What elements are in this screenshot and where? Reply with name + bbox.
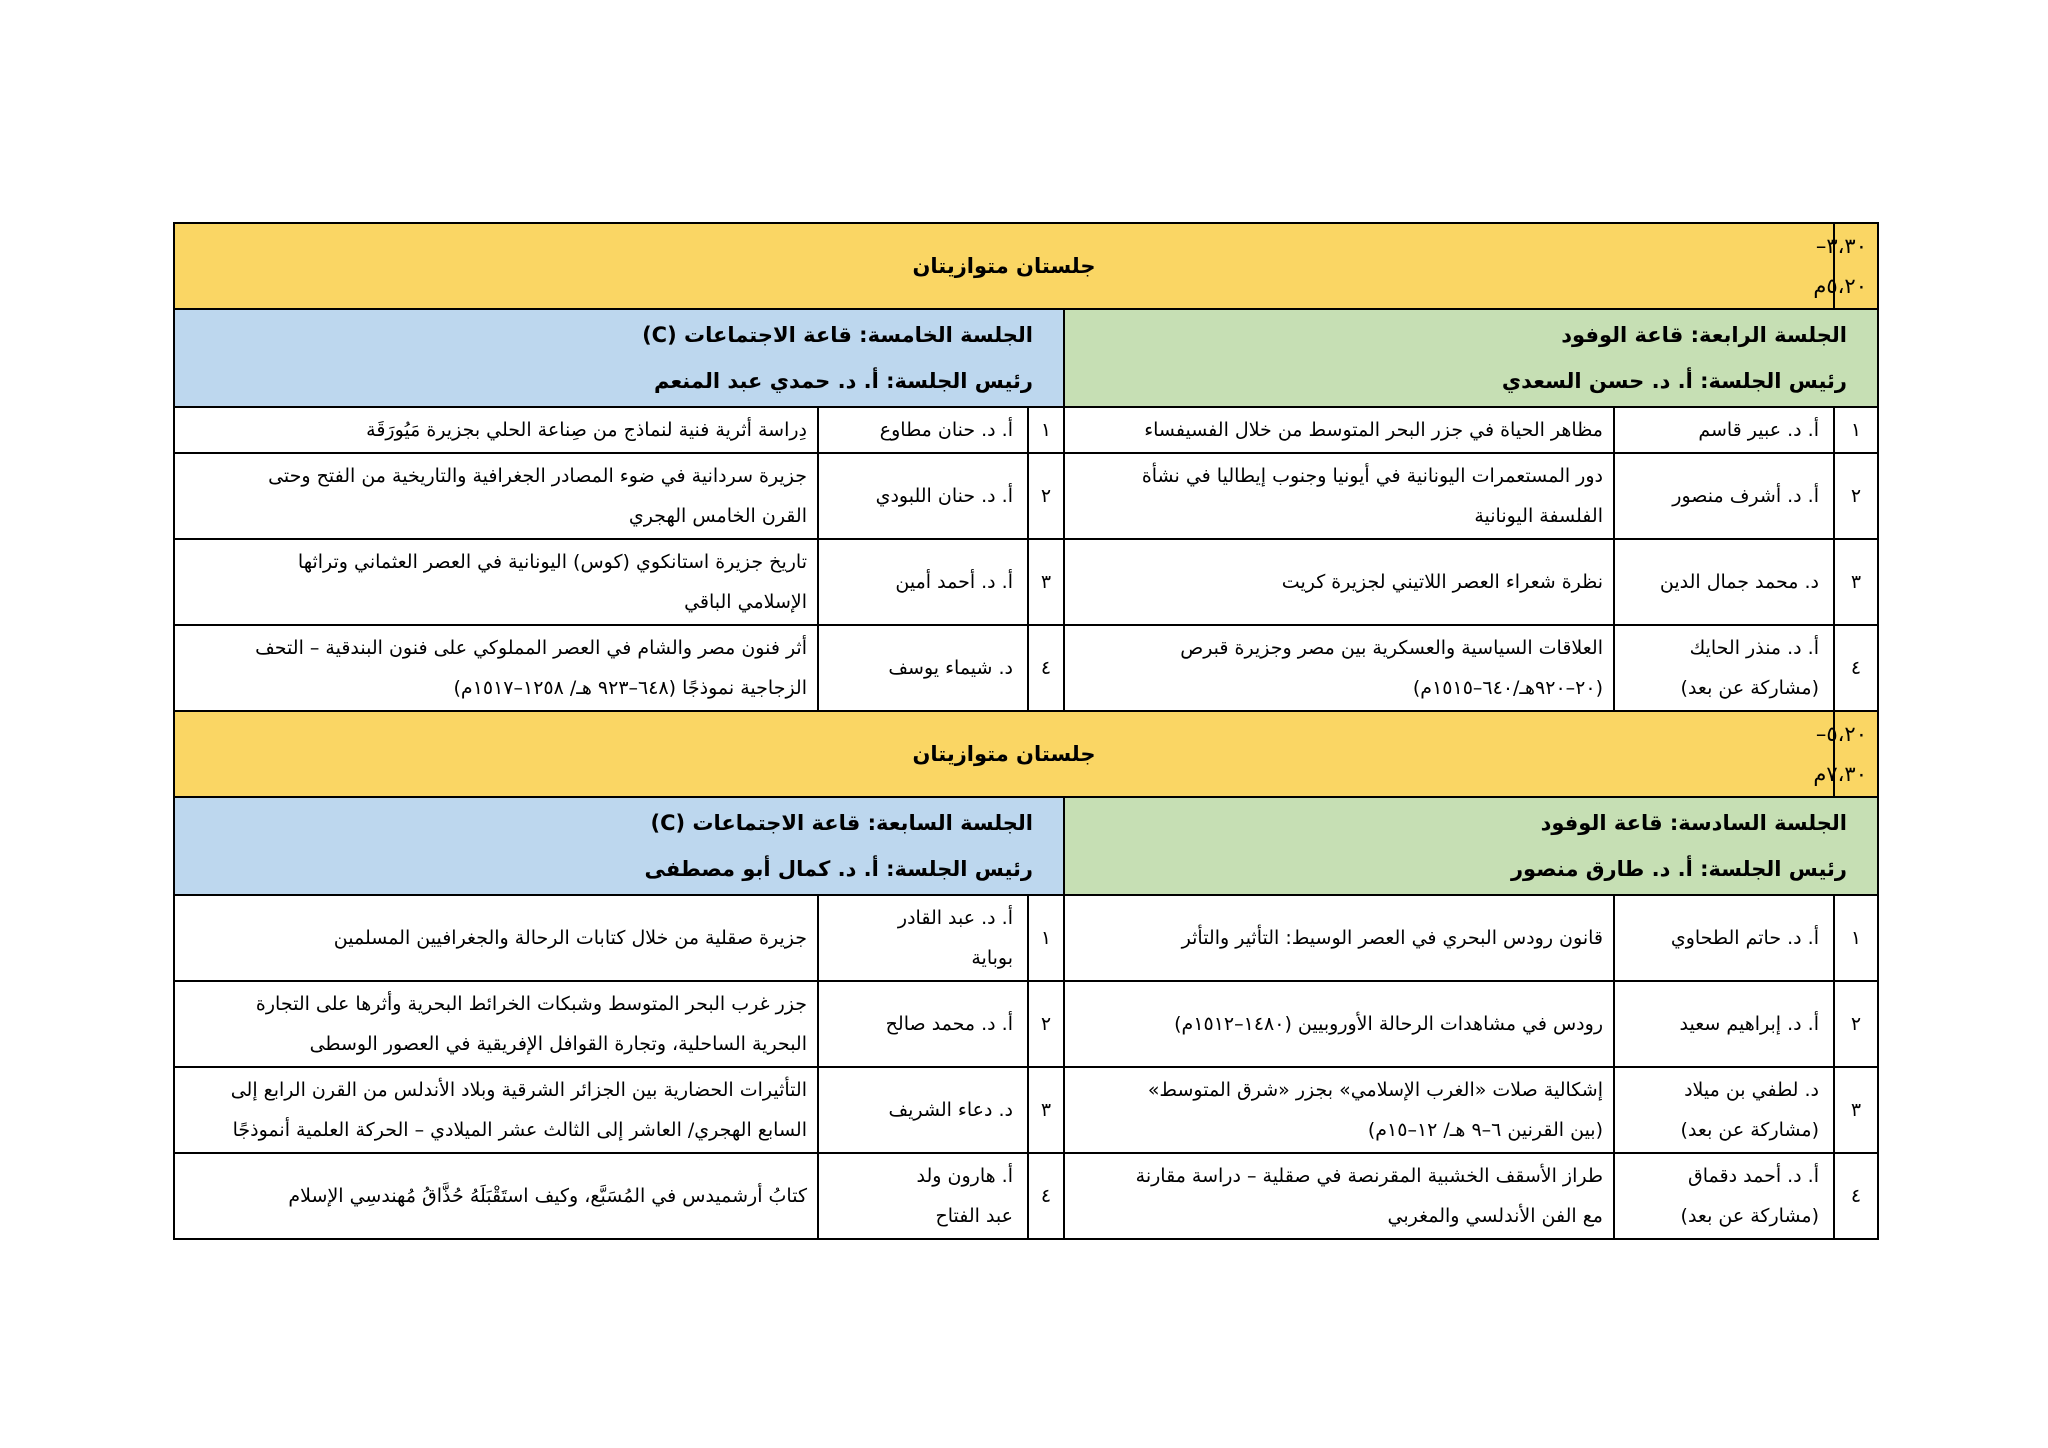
speaker-name-text: عبد الفتاح xyxy=(935,1205,1013,1227)
paper-title-text: طراز الأسقف الخشبية المقرنصة في صقلية – دراسة مقارنة xyxy=(1135,1165,1603,1187)
paper-title-text: تاريخ جزيرة استانكوي (كوس) اليونانية في العصر العثماني وتراثها xyxy=(297,551,807,573)
talk-number xyxy=(1834,1067,1878,1153)
session-header-right-text: رئيس الجلسة: أ. د. حسن السعدي xyxy=(1501,369,1847,393)
talk-number xyxy=(1028,1067,1064,1153)
talk-row xyxy=(174,1153,1878,1239)
speaker-name-text: د. محمد جمال الدين xyxy=(1659,571,1819,593)
speaker-name-text: أ. هارون ولد xyxy=(916,1165,1013,1187)
session-header-right-text: الجلسة الرابعة: قاعة الوفود xyxy=(1561,323,1847,347)
session-header-left-text: الجلسة الخامسة: قاعة الاجتماعات (C) xyxy=(642,323,1033,347)
paper-title xyxy=(1064,453,1614,539)
paper-title xyxy=(174,895,818,981)
slot-title xyxy=(174,711,1834,797)
paper-title-text: مع الفن الأندلسي والمغربي xyxy=(1387,1205,1603,1227)
talk-number-text: ٤ xyxy=(1850,657,1862,679)
paper-title xyxy=(1064,407,1614,453)
talk-number-text: ٣ xyxy=(1850,1099,1862,1121)
talk-number xyxy=(1028,407,1064,453)
talk-number xyxy=(1028,453,1064,539)
time-slot-header xyxy=(174,711,1878,797)
paper-title xyxy=(1064,981,1614,1067)
paper-title-text: أثر فنون مصر والشام في العصر المملوكي على فنون البندقية – التحف xyxy=(255,637,807,659)
paper-title xyxy=(174,453,818,539)
paper-title-text: دِراسة أثرية فنية لنماذج من صِناعة الحلي بجزيرة مَيُورَقَة xyxy=(366,419,807,441)
paper-title-text: الزجاجية نموذجًا (٦٤٨–٩٢٣ هـ/ ١٢٥٨–١٥١٧م) xyxy=(453,677,807,699)
paper-title-text: قانون رودس البحري في العصر الوسيط: التأثير والتأثر xyxy=(1181,927,1603,949)
speaker-name xyxy=(1614,1067,1834,1153)
speaker-name xyxy=(818,895,1028,981)
time-slot xyxy=(1813,223,1878,309)
speaker-name xyxy=(1614,981,1834,1067)
paper-title-text: (٢٠–٩٢٠هـ/٦٤٠–١٥١٥م) xyxy=(1412,677,1603,699)
talk-number-text: ٣ xyxy=(1850,571,1862,593)
talk-row xyxy=(174,895,1878,981)
paper-title-text: السابع الهجري/ العاشر إلى الثالث عشر الميلادي – الحركة العلمية أنموذجًا xyxy=(232,1119,807,1141)
session-header-row xyxy=(174,309,1878,407)
time-slot xyxy=(1813,711,1878,797)
schedule-table xyxy=(173,222,1879,1240)
speaker-name xyxy=(1614,1153,1834,1239)
speaker-name-text: أ. د. حنان مطاوع xyxy=(879,419,1013,441)
speaker-name-text: بوباية xyxy=(971,947,1013,969)
speaker-name-text: أ. د. أشرف منصور xyxy=(1672,485,1819,507)
paper-title-text: الإسلامي الباقي xyxy=(684,591,807,613)
talk-row xyxy=(174,453,1878,539)
speaker-name-text: أ. د. عبد القادر xyxy=(897,907,1013,929)
paper-title xyxy=(174,407,818,453)
talk-number-text: ٢ xyxy=(1850,1013,1862,1035)
speaker-name-text: د. شيماء يوسف xyxy=(888,657,1013,679)
talk-row xyxy=(174,625,1878,711)
paper-title-text: دور المستعمرات اليونانية في أيونيا وجنوب إيطاليا في نشأة xyxy=(1141,465,1603,487)
talk-number-text: ٢ xyxy=(1040,1013,1052,1035)
session-header-right-text: رئيس الجلسة: أ. د. طارق منصور xyxy=(1510,857,1847,881)
time-slot-text: ٣،٣٠–٥،٢٠م xyxy=(1813,234,1867,298)
speaker-name xyxy=(818,625,1028,711)
session-header-left xyxy=(174,309,1064,407)
paper-title-text: جزيرة صقلية من خلال كتابات الرحالة والجغرافيين المسلمين xyxy=(333,927,807,949)
paper-title xyxy=(174,1153,818,1239)
talk-number xyxy=(1834,407,1878,453)
speaker-name xyxy=(1614,625,1834,711)
speaker-name-text: أ. د. حنان اللبودي xyxy=(875,485,1013,507)
talk-number-text: ٤ xyxy=(1850,1185,1862,1207)
talk-number-text: ٢ xyxy=(1850,485,1862,507)
speaker-name-text: أ. د. أحمد دقماق xyxy=(1688,1165,1819,1187)
paper-title-text: الفلسفة اليونانية xyxy=(1474,505,1603,527)
speaker-name-text: (مشاركة عن بعد) xyxy=(1680,1205,1819,1227)
talk-number xyxy=(1028,1153,1064,1239)
talk-number-text: ١ xyxy=(1040,927,1052,949)
speaker-name xyxy=(818,539,1028,625)
talk-number xyxy=(1028,981,1064,1067)
session-header-right xyxy=(1064,797,1878,895)
time-slot-text: ٥،٢٠–٧،٣٠م xyxy=(1813,722,1867,786)
talk-number xyxy=(1028,539,1064,625)
talk-number xyxy=(1028,895,1064,981)
paper-title xyxy=(1064,895,1614,981)
paper-title xyxy=(1064,1153,1614,1239)
paper-title-text: إشكالية صلات «الغرب الإسلامي» بجزر «شرق المتوسط» xyxy=(1147,1079,1603,1101)
talk-row xyxy=(174,1067,1878,1153)
talk-number-text: ١ xyxy=(1850,927,1862,949)
session-header-row xyxy=(174,797,1878,895)
slot-title-text: جلستان متوازيتان xyxy=(912,254,1096,278)
talk-number-text: ١ xyxy=(1850,419,1862,441)
paper-title xyxy=(1064,539,1614,625)
speaker-name xyxy=(1614,407,1834,453)
talk-number xyxy=(1834,981,1878,1067)
talk-row xyxy=(174,407,1878,453)
speaker-name xyxy=(818,407,1028,453)
paper-title-text: (بين القرنين ٦–٩ هـ/ ١٢–١٥م) xyxy=(1367,1119,1603,1141)
paper-title-text: مظاهر الحياة في جزر البحر المتوسط من خلال الفسيفساء xyxy=(1144,419,1603,441)
speaker-name xyxy=(818,1067,1028,1153)
session-header-right-text: الجلسة السادسة: قاعة الوفود xyxy=(1540,811,1847,835)
speaker-name xyxy=(1614,895,1834,981)
paper-title xyxy=(1064,625,1614,711)
session-header-left xyxy=(174,797,1064,895)
speaker-name xyxy=(818,453,1028,539)
speaker-name-text: أ. د. منذر الحايك xyxy=(1689,637,1819,659)
paper-title xyxy=(1064,1067,1614,1153)
time-slot-header xyxy=(174,223,1878,309)
paper-title-text: العلاقات السياسية والعسكرية بين مصر وجزيرة قبرص xyxy=(1180,637,1603,659)
speaker-name-text: أ. د. أحمد أمين xyxy=(895,571,1013,593)
session-header-left-text: رئيس الجلسة: أ. د. كمال أبو مصطفى xyxy=(644,857,1033,881)
talk-number xyxy=(1834,1153,1878,1239)
speaker-name-text: أ. د. حاتم الطحاوي xyxy=(1670,927,1819,949)
paper-title xyxy=(174,1067,818,1153)
talk-row xyxy=(174,539,1878,625)
slot-title-text: جلستان متوازيتان xyxy=(912,742,1096,766)
speaker-name-text: أ. د. محمد صالح xyxy=(885,1013,1013,1035)
speaker-name xyxy=(818,981,1028,1067)
speaker-name-text: (مشاركة عن بعد) xyxy=(1680,677,1819,699)
speaker-name xyxy=(1614,539,1834,625)
talk-number-text: ٢ xyxy=(1040,485,1052,507)
paper-title-text: جزيرة سردانية في ضوء المصادر الجغرافية والتاريخية من الفتح وحتى xyxy=(268,465,807,487)
speaker-name xyxy=(1614,453,1834,539)
paper-title-text: البحرية الساحلية، وتجارة القوافل الإفريقية في العصور الوسطى xyxy=(309,1033,807,1055)
talk-number xyxy=(1834,539,1878,625)
talk-number-text: ٣ xyxy=(1040,1099,1052,1121)
speaker-name-text: أ. د. عبير قاسم xyxy=(1698,419,1819,441)
paper-title-text: رودس في مشاهدات الرحالة الأوروبيين (١٤٨٠–١٥١٢م) xyxy=(1174,1013,1603,1035)
talk-number-text: ١ xyxy=(1040,419,1052,441)
session-header-left-text: الجلسة السابعة: قاعة الاجتماعات (C) xyxy=(650,811,1033,835)
talk-number-text: ٤ xyxy=(1040,1185,1052,1207)
speaker-name-text: د. دعاء الشريف xyxy=(888,1099,1013,1121)
paper-title xyxy=(174,539,818,625)
slot-title xyxy=(174,223,1834,309)
speaker-name-text: أ. د. إبراهيم سعيد xyxy=(1679,1013,1819,1035)
talk-row xyxy=(174,981,1878,1067)
talk-number xyxy=(1834,625,1878,711)
paper-title-text: كتابُ أرشميدس في المُسَبَّع، وكيف استَقْبَلَهُ حُذَّاقُ مُهندسِي الإسلام xyxy=(288,1185,807,1207)
talk-number xyxy=(1834,895,1878,981)
talk-number xyxy=(1834,453,1878,539)
session-header-right xyxy=(1064,309,1878,407)
speaker-name-text: د. لطفي بن ميلاد xyxy=(1684,1079,1819,1101)
paper-title-text: التأثيرات الحضارية بين الجزائر الشرقية وبلاد الأندلس من القرن الرابع إلى xyxy=(230,1079,807,1101)
paper-title xyxy=(174,981,818,1067)
paper-title-text: نظرة شعراء العصر اللاتيني لجزيرة كريت xyxy=(1281,571,1603,593)
speaker-name-text: (مشاركة عن بعد) xyxy=(1680,1119,1819,1141)
paper-title-text: القرن الخامس الهجري xyxy=(628,505,807,527)
talk-number xyxy=(1028,625,1064,711)
session-header-left-text: رئيس الجلسة: أ. د. حمدي عبد المنعم xyxy=(653,369,1033,393)
speaker-name xyxy=(818,1153,1028,1239)
paper-title xyxy=(174,625,818,711)
talk-number-text: ٣ xyxy=(1040,571,1052,593)
paper-title-text: جزر غرب البحر المتوسط وشبكات الخرائط البحرية وأثرها على التجارة xyxy=(255,993,807,1015)
talk-number-text: ٤ xyxy=(1040,657,1052,679)
